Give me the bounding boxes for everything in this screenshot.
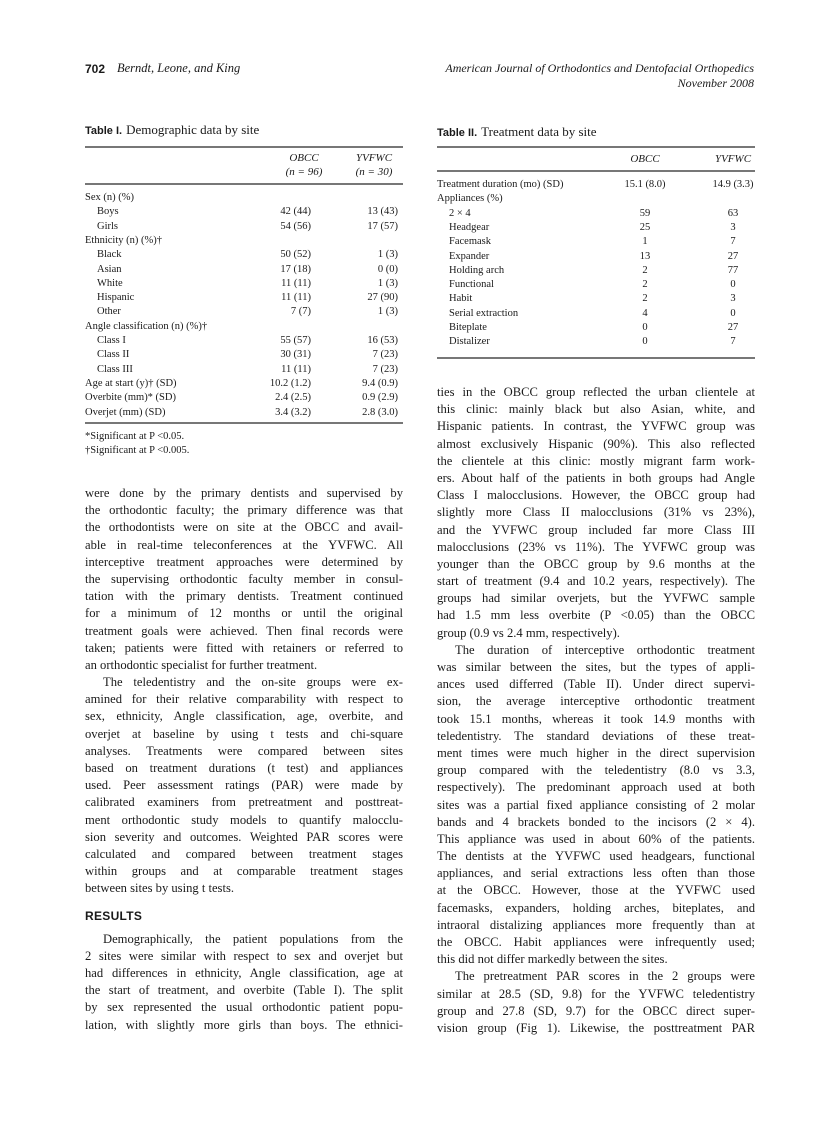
table-row <box>85 391 403 405</box>
row-label: Girls <box>97 220 118 232</box>
text-line: groups had similar overjets, but the YVFWC sample <box>437 591 755 606</box>
table-row <box>85 348 403 362</box>
cell-yvfwc: 16 (53) <box>367 335 398 346</box>
cell-obcc: 54 (56) <box>280 220 311 232</box>
text-line: this did not differ markedly between the sites. <box>437 952 668 967</box>
text-line: start of treatment (9.4 and 10.2 years, respectively). The <box>437 574 755 589</box>
cell-yvfwc: 27 <box>727 250 739 262</box>
left-text-column <box>85 485 403 1034</box>
cell-obcc: 30 (31) <box>280 349 311 361</box>
cell-obcc: 50 (52) <box>280 249 311 261</box>
table-2-top-rule <box>437 146 755 148</box>
text-line: were done by the primary dentists and supervised by <box>85 486 403 500</box>
cell-yvfwc: 7 <box>730 236 736 248</box>
text-line: amined for their relative comparability with respect to <box>85 692 403 707</box>
table-2-caption <box>437 124 597 140</box>
section-heading-text: RESULTS <box>85 908 143 923</box>
table-1-header-obcc <box>271 151 337 179</box>
text-line: took 15.1 months, whereas it took 14.9 months with <box>437 711 755 726</box>
text-line: for a minimum of 12 months or until the original <box>85 606 403 621</box>
row-label: Black <box>97 249 122 261</box>
text-line: The pretreatment PAR scores in the 2 groups were <box>455 969 755 984</box>
row-label: Hispanic <box>97 292 135 304</box>
table-2-header-yvfwc: YVFWC <box>714 153 752 165</box>
table-2-label: Table II. <box>437 127 478 139</box>
cell-yvfwc: 1 (3) <box>377 277 398 289</box>
row-label: Biteplate <box>449 322 487 333</box>
table-row <box>437 321 755 335</box>
text-line: ties in the OBCC group reflected the urban clientele at <box>437 385 755 399</box>
cell-yvfwc: 1 (3) <box>377 306 398 318</box>
text-line: an orthodontic specialist for further treatment. <box>85 657 318 672</box>
text-line: had 1.5 mm less overbite (P <0.05) than the OBCC <box>437 608 755 623</box>
cell-obcc: 13 <box>639 250 651 262</box>
text-line: interceptive treatment approaches were determined by <box>85 554 403 569</box>
cell-obcc: 15.1 (8.0) <box>624 179 666 190</box>
cell-obcc: 25 <box>639 221 651 233</box>
row-label: Ethnicity (n) (%)† <box>85 234 162 246</box>
text-line: facemasks, expanders, holding arches, biteplates, and <box>437 900 755 915</box>
text-line: The dentists at the YVFWC used headgears, functional <box>437 849 755 864</box>
paragraph <box>437 968 755 1037</box>
row-label: Class III <box>97 363 133 375</box>
table-row <box>85 277 403 291</box>
table-2-bottom-rule <box>437 357 755 359</box>
table-row <box>437 264 755 278</box>
text-line: 2 sites were similar with respect to sex and overjet but <box>85 948 403 963</box>
text-line: able in real-time teleconferences at the YVFWC. All <box>85 537 403 552</box>
cell-yvfwc: 63 <box>727 207 739 219</box>
table-1-label: Table I. <box>85 125 123 137</box>
paragraph <box>437 642 755 969</box>
text-line: slightly more Class II malocclusions (31% vs 23%), <box>437 505 755 520</box>
text-line: used. Peer assessment ratings (PAR) were made by <box>85 778 403 793</box>
table-row <box>437 307 755 321</box>
cell-obcc: 7 (7) <box>290 306 311 318</box>
row-label: Functional <box>449 279 494 291</box>
text-line: younger than the OBCC group by 9.6 months at the <box>437 556 755 571</box>
table-row <box>85 377 403 391</box>
text-line: The teledentistry and the on-site groups were ex- <box>103 675 403 690</box>
text-line: overjet at baseline by using t tests and chi-square <box>85 726 403 741</box>
journal-issue: November 2008 <box>677 76 754 90</box>
text-line: Demographically, the patient populations from the <box>103 931 403 946</box>
row-label: Expander <box>449 250 490 262</box>
cell-obcc: 55 (57) <box>280 335 311 346</box>
row-label: Sex (n) (%) <box>85 192 134 203</box>
table-1-header-rule <box>85 183 403 185</box>
cell-yvfwc: 2.8 (3.0) <box>362 406 398 418</box>
cell-obcc: 17 (18) <box>280 263 311 275</box>
cell-obcc: 2.4 (2.5) <box>275 392 311 404</box>
table-row <box>85 220 403 234</box>
row-label: Habit <box>449 293 473 305</box>
text-line: teledentistry. The standard deviations of these treat- <box>437 728 755 743</box>
table-row <box>85 334 403 348</box>
table-row <box>437 278 755 292</box>
text-line: this clinic: mainly black but also Asian, white, and <box>437 402 755 417</box>
text-line: calculated and compared between treatment stages <box>85 846 403 861</box>
table-row <box>85 320 403 334</box>
cell-yvfwc: 27 <box>727 322 739 333</box>
table-row <box>85 248 403 262</box>
cell-obcc: 11 (11) <box>281 363 311 375</box>
cell-yvfwc: 14.9 (3.3) <box>712 179 754 190</box>
text-line: the start of treatment, and overbite (Table I). The split <box>85 983 403 998</box>
row-label: Class I <box>97 335 126 346</box>
row-label: Age at start (y)† (SD) <box>85 377 177 389</box>
cell-yvfwc: 0.9 (2.9) <box>362 392 398 404</box>
cell-yvfwc: 0 <box>730 307 736 319</box>
row-label: Distalizer <box>449 336 490 348</box>
col-header-n: (n = 30) <box>355 166 393 178</box>
table-row <box>437 178 755 192</box>
row-label: Overjet (mm) (SD) <box>85 406 166 418</box>
text-line: ers. About half of the patients in both groups had Angle <box>437 470 755 485</box>
paragraph <box>85 485 403 674</box>
row-label: Overbite (mm)* (SD) <box>85 392 176 404</box>
text-line: the OBCC. Habit appliances were infrequently used; <box>437 935 755 949</box>
footnote: *Significant at P <0.05. <box>85 431 185 442</box>
text-line: treatment goals were achieved. Then final records were <box>85 623 403 638</box>
cell-yvfwc: 27 (90) <box>367 292 398 304</box>
table-2-header-obcc: OBCC <box>630 153 660 165</box>
paragraph <box>85 674 403 897</box>
cell-obcc: 3.4 (3.2) <box>275 406 311 418</box>
text-line: and the YVFWC group included far more Class III <box>437 522 755 537</box>
table-row <box>437 221 755 235</box>
table-row <box>85 305 403 319</box>
table-row <box>85 363 403 377</box>
text-line: calibrated examiners from pretreatment and posttreat- <box>85 795 403 810</box>
table-1-caption <box>85 122 259 138</box>
row-label: 2 × 4 <box>449 207 471 219</box>
cell-yvfwc: 1 (3) <box>377 249 398 261</box>
table-1-title: Demographic data by site <box>126 122 260 137</box>
table-row <box>437 292 755 306</box>
cell-obcc: 2 <box>642 293 648 305</box>
col-header: OBCC <box>289 152 319 164</box>
cell-obcc: 10.2 (1.2) <box>269 377 311 389</box>
section-heading <box>85 908 403 925</box>
text-line: analyses. Treatments were compared between sites <box>85 743 403 758</box>
right-text-column <box>437 384 755 1037</box>
cell-yvfwc: 0 <box>730 279 736 291</box>
text-line: based on treatment durations (t test) and appliances <box>85 761 403 775</box>
text-line: The duration of interceptive orthodontic treatment <box>455 642 755 657</box>
paragraph <box>437 384 755 642</box>
running-authors: Berndt, Leone, and King <box>117 61 241 75</box>
text-line: This appliance was used in about 60% of the patients. <box>437 831 755 846</box>
table-1 <box>85 122 403 462</box>
cell-yvfwc: 7 <box>730 336 736 348</box>
table-1-bottom-rule <box>85 422 403 424</box>
row-label: Holding arch <box>449 264 505 276</box>
cell-yvfwc: 17 (57) <box>367 220 398 232</box>
text-line: by sex represented the usual orthodontic patient popu- <box>85 1000 403 1015</box>
cell-obcc: 0 <box>642 336 648 348</box>
table-1-footnotes <box>85 430 189 458</box>
text-line: the orthodontic faculty; the primary difference was that <box>85 503 403 518</box>
text-line: sion severity and outcomes. Weighted PAR scores were <box>85 829 403 844</box>
text-line: group and 27.8 (SD, 9.7) for the OBCC direct super- <box>437 1003 755 1018</box>
table-row <box>85 291 403 305</box>
footnote: †Significant at P <0.005. <box>85 445 190 456</box>
col-header: YVFWC <box>355 152 393 164</box>
text-line: Class I malocclusions. However, the OBCC group had <box>437 488 755 503</box>
cell-obcc: 1 <box>642 236 648 248</box>
table-row <box>85 234 403 248</box>
cell-yvfwc: 77 <box>727 264 739 276</box>
cell-obcc: 2 <box>642 279 648 291</box>
table-row <box>85 263 403 277</box>
text-line: sex, ethnicity, Angle classification, age, overbite, and <box>85 709 403 724</box>
cell-obcc: 11 (11) <box>281 292 311 304</box>
text-line: vision group (Fig 1). Likewise, the posttreatment PAR <box>437 1020 755 1035</box>
text-line: respectively). The predominant approach used at both <box>437 780 755 795</box>
cell-yvfwc: 7 (23) <box>372 349 398 361</box>
row-label: Class II <box>97 349 130 361</box>
cell-yvfwc: 0 (0) <box>377 263 398 275</box>
row-label: Angle classification (n) (%)† <box>85 320 208 332</box>
cell-yvfwc: 13 (43) <box>367 206 398 218</box>
text-line: appliances, and serial extractions less often than those <box>437 866 755 881</box>
text-line: taken; patients were fitted with retainers or referred to <box>85 640 403 655</box>
row-label: Facemask <box>449 236 491 248</box>
cell-obcc: 42 (44) <box>280 206 311 218</box>
table-row <box>85 191 403 205</box>
cell-yvfwc: 3 <box>730 293 736 305</box>
cell-yvfwc: 9.4 (0.9) <box>362 377 398 389</box>
table-2-title: Treatment data by site <box>481 124 597 139</box>
running-journal <box>445 61 754 91</box>
table-row <box>85 406 403 420</box>
cell-obcc: 0 <box>642 322 648 333</box>
text-line: sion, the average interceptive orthodontic treatment <box>437 694 755 709</box>
table-row <box>437 235 755 249</box>
table-2-header-rule <box>437 170 755 172</box>
row-label: White <box>97 277 123 289</box>
cell-obcc: 4 <box>642 307 648 319</box>
cell-obcc: 2 <box>642 264 648 276</box>
text-line: similar at 28.5 (SD, 9.8) for the YVFWC teledentistry <box>437 986 755 1001</box>
row-label: Other <box>97 306 121 318</box>
table-row <box>437 250 755 264</box>
cell-yvfwc: 7 (23) <box>372 363 398 375</box>
table-row <box>437 335 755 349</box>
text-line: malocclusions (23% vs 11%). The YVFWC group was <box>437 539 755 554</box>
text-line: at the OBCC. However, those at the YVFWC used <box>437 883 755 898</box>
page-number: 702 <box>85 62 106 76</box>
table-row <box>437 207 755 221</box>
text-line: lation, with slightly more girls than boys. The ethnici- <box>85 1017 403 1032</box>
row-label: Asian <box>97 263 122 275</box>
table-row <box>437 192 755 206</box>
table-1-top-rule <box>85 146 403 148</box>
col-header-n: (n = 96) <box>285 166 323 178</box>
text-line: sites was a partial fixed appliance consisting of 2 molar <box>437 797 755 812</box>
text-line: bands and 4 brackets bonded to the incisors (2 × 4). <box>437 814 755 829</box>
text-line: had differences in ethnicity, Angle classification, age at <box>85 966 403 981</box>
table-2 <box>437 124 755 364</box>
cell-obcc: 59 <box>639 207 651 219</box>
row-label: Serial extraction <box>449 307 519 319</box>
text-line: almost exclusively Hispanic (90%). This also reflected <box>437 436 755 451</box>
text-line: between sites by using t tests. <box>85 881 235 896</box>
cell-obcc: 11 (11) <box>281 277 311 289</box>
text-line: group (0.9 vs 2.4 mm, respectively). <box>437 625 620 640</box>
text-line: intraoral distalizing appliances more frequently than at <box>437 917 755 932</box>
text-line: the clientele at this clinic: mostly migrant farm work- <box>437 453 755 468</box>
text-line: Hispanic patients. In contrast, the YVFWC group was <box>437 419 755 434</box>
text-line: ment orthodontic study models to quantify malocclu- <box>85 812 403 827</box>
text-line: tation with the primary dentists. Treatment continued <box>85 589 403 604</box>
text-line: within groups and at comparable treatment stages <box>85 864 403 879</box>
text-line: the orthodontists were on site at the OBCC and avail- <box>85 520 403 535</box>
table-row <box>85 205 403 219</box>
row-label: Appliances (%) <box>437 193 503 205</box>
text-line: group compared with the teledentistry (8.0 vs 3.3, <box>437 763 755 778</box>
text-line: ances used differred (Table II). Under direct supervi- <box>437 677 755 692</box>
row-label: Headgear <box>449 221 490 233</box>
text-line: the supervising orthodontic faculty member in consul- <box>85 571 403 586</box>
row-label: Treatment duration (mo) (SD) <box>437 179 564 190</box>
table-1-header-yvfwc <box>343 151 405 179</box>
text-line: was similar between the sites, but the types of appli- <box>437 660 755 674</box>
text-line: ment times were much higher in the direct supervision <box>437 745 755 760</box>
row-label: Boys <box>97 206 119 218</box>
paragraph <box>85 931 403 1034</box>
cell-yvfwc: 3 <box>730 221 736 233</box>
journal-title: American Journal of Orthodontics and Dentofacial Orthopedics <box>445 61 754 75</box>
